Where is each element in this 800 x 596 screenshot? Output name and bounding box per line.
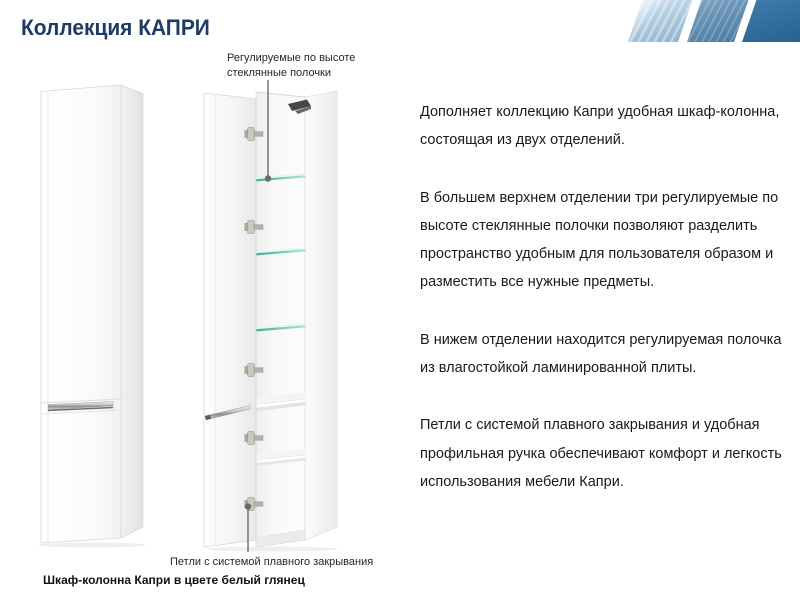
interior-back-panel — [256, 92, 305, 547]
text-line: В нижем отделении находится регулируемая полочка — [420, 331, 782, 348]
text-line: использования мебели Капри. — [420, 473, 624, 490]
body-copy — [420, 98, 798, 525]
paragraph — [420, 326, 798, 383]
callout-line: Регулируемые по высоте — [227, 52, 356, 64]
text-line: профильная ручка обеспечивают комфорт и легкость — [420, 445, 782, 462]
paragraph — [420, 98, 798, 155]
cabinet-open — [204, 91, 338, 552]
page-title: Коллекция КАПРИ — [21, 15, 210, 40]
paragraph — [420, 184, 798, 297]
text-line: состоящая из двух отделений. — [420, 132, 625, 149]
cabinet-closed — [38, 85, 146, 548]
text-line: высоте стеклянные полочки позволяют разделить — [420, 217, 758, 234]
callout-soft-close-hinges: Петли с системой плавного закрывания — [170, 556, 374, 568]
figure-caption: Шкаф-колонна Капри в цвете белый глянец — [43, 573, 305, 587]
text-line: Дополняет коллекцию Капри удобная шкаф-колонна, — [420, 104, 780, 120]
cabinet-closed-side-panel — [121, 85, 143, 538]
callout-glass-shelves — [227, 51, 355, 81]
cabinet-open-side-panel — [305, 91, 337, 540]
text-line: В большем верхнем отделении три регулируемые по — [420, 189, 779, 206]
paragraph — [420, 411, 798, 496]
cabinet-closed-front — [41, 85, 121, 543]
open-door — [204, 93, 256, 547]
text-line: Петли с системой плавного закрывания и удобная — [420, 417, 760, 434]
cabinet-open-shadow — [206, 547, 338, 552]
text-line: из влагостойкой ламинированной плиты. — [420, 360, 697, 377]
text-line: пространство удобным для пользователя образом и — [420, 246, 774, 263]
cabinet-closed-shadow — [38, 543, 146, 548]
text-line: разместить все нужные предметы. — [420, 274, 655, 291]
callout-line: стеклянные полочки — [227, 67, 332, 79]
